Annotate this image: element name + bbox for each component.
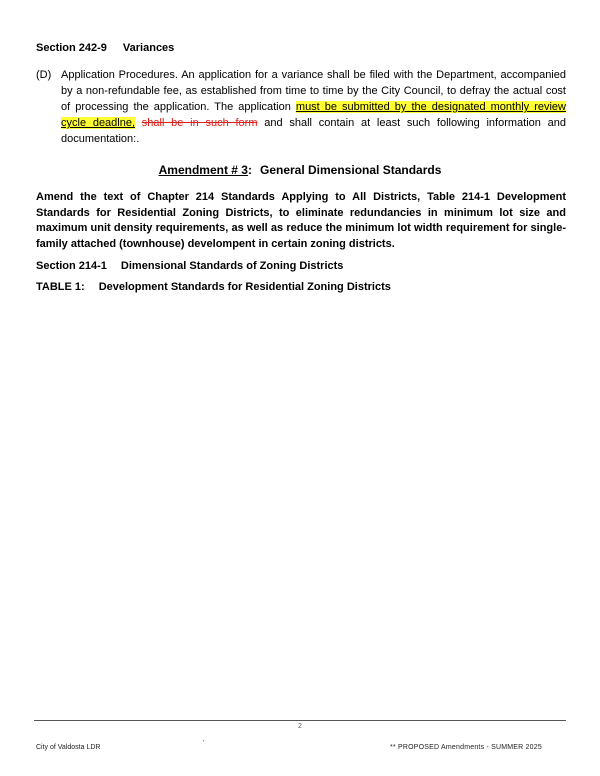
paragraph-text-after: and shall contain at least such following information and documentation:. — [61, 117, 566, 145]
footer-divider — [34, 720, 566, 721]
subsection-number: Section 214-1 — [36, 260, 107, 272]
amendment-label: Amendment # 3 — [158, 163, 248, 177]
footer-right: ** PROPOSED Amendments - SUMMER 2025 — [390, 744, 542, 751]
amendment-colon: : — [247, 163, 252, 177]
table-number: TABLE 1: — [36, 281, 85, 293]
page-number: 2 — [298, 723, 302, 730]
paragraph-text-before: Application Procedures. An application for a variance shall be filed with the Department, accompanied by a non-refundable fee, as established from time to time by the City Council, to defray the actual cost of processing the application. The application — [61, 69, 566, 113]
footer-mark: ' — [203, 740, 205, 747]
paragraph-label: (D) — [36, 69, 52, 81]
subsection-title: Dimensional Standards of Zoning Districts — [120, 260, 344, 272]
subsection-heading — [36, 260, 343, 272]
table-heading — [36, 281, 391, 293]
deleted-text: shall be in such form — [141, 117, 258, 129]
amendment-heading — [0, 163, 600, 177]
section-heading — [36, 42, 174, 54]
table-title: Development Standards for Residential Zoning Districts — [98, 281, 391, 293]
amendment-intro: Amend the text of Chapter 214 Standards Applying to All Districts, Table 214-1 Development Standards for Residential Zoning Districts, to eliminate redundancies in minimum lot size and maximum unit density requirements, as well as reduce the minimum lot width requirement for single-family attached (townhouse) develompent in certain zoning districts. — [36, 191, 566, 250]
footer-left: City of Valdosta LDR — [36, 744, 101, 751]
section-title: Variances — [122, 42, 175, 54]
paragraph-body — [61, 67, 566, 147]
paragraph-d — [36, 67, 566, 147]
section-number: Section 242-9 — [36, 42, 107, 54]
inserted-text: must be submitted by the designated monthly review cycle deadlne, — [61, 101, 566, 129]
amendment-title: General Dimensional Standards — [259, 163, 442, 177]
